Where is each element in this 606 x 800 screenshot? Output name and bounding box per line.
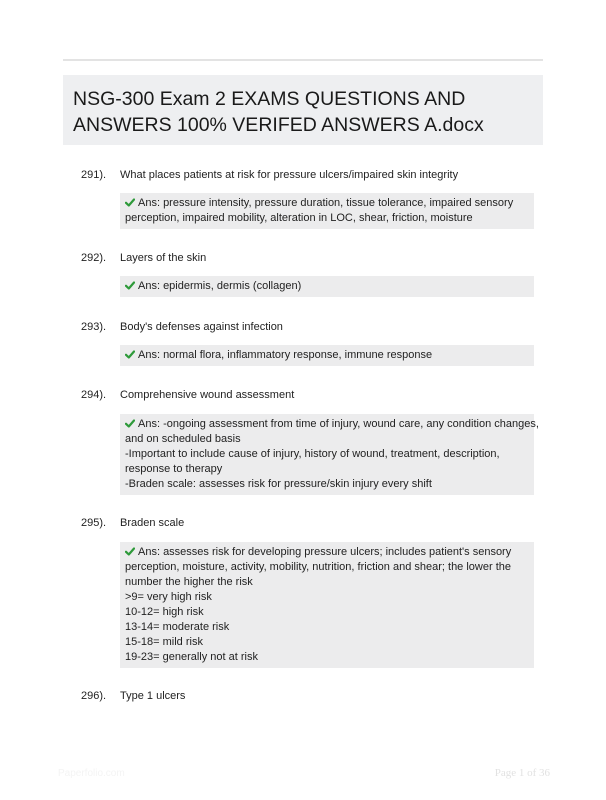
answer-box — [120, 542, 534, 668]
question-number: 294). — [81, 389, 107, 401]
answer-text: Ans: -ongoing assessment from time of injury, wound care, any condition changes, — [138, 418, 539, 430]
page-indicator: Page 1 of 36 — [494, 767, 550, 779]
answer-box — [120, 414, 539, 495]
question-number: 291). — [81, 169, 107, 181]
question-text: Type 1 ulcers — [120, 690, 186, 702]
answer-line: perception, impaired mobility, alteration in LOC, shear, friction, moisture — [125, 212, 473, 224]
answer-line: perception, moisture, activity, mobility, nutrition, friction and shear; the lower the — [125, 561, 511, 573]
answer-line: and on scheduled basis — [125, 433, 241, 445]
answer-line: response to therapy — [125, 463, 223, 475]
question-text: What places patients at risk for pressure ulcers/impaired skin integrity — [120, 169, 459, 181]
answer-line: number the higher the risk — [125, 576, 253, 588]
answer-line: >9= very high risk — [125, 591, 212, 603]
answer-text: Ans: normal flora, inflammatory response, immune response — [138, 349, 433, 361]
document-title-banner — [63, 75, 543, 145]
answer-box — [120, 193, 534, 229]
check-icon — [125, 281, 135, 290]
answer-text: Ans: pressure intensity, pressure duration, tissue tolerance, impaired sensory — [138, 197, 514, 209]
answer-line: -Important to include cause of injury, history of wound, treatment, description, — [125, 448, 500, 460]
question-text: Braden scale — [120, 517, 185, 529]
answer-line — [125, 196, 529, 211]
check-icon — [125, 198, 135, 207]
answer-line: 10-12= high risk — [125, 606, 204, 618]
answer-line: -Braden scale: assesses risk for pressure/skin injury every shift — [125, 478, 432, 490]
check-icon — [125, 547, 135, 556]
check-icon — [125, 350, 135, 359]
question-text: Comprehensive wound assessment — [120, 389, 295, 401]
answer-line — [125, 348, 529, 363]
question-text: Body's defenses against infection — [120, 321, 283, 333]
document-title-line-1: NSG-300 Exam 2 EXAMS QUESTIONS AND — [73, 88, 466, 110]
answer-box — [120, 345, 534, 366]
question-text: Layers of the skin — [120, 252, 207, 264]
question-number: 296). — [81, 690, 107, 702]
question-number: 295). — [81, 517, 107, 529]
question-number: 292). — [81, 252, 107, 264]
answer-text: Ans: epidermis, dermis (collagen) — [138, 280, 302, 292]
answer-line: 15-18= mild risk — [125, 636, 203, 648]
document-title-line-2: ANSWERS 100% VERIFED ANSWERS A.docx — [73, 114, 484, 136]
top-divider — [63, 59, 543, 61]
answer-line — [125, 545, 529, 560]
answer-line: 13-14= moderate risk — [125, 621, 230, 633]
footer-watermark: Paperfolio.com — [58, 768, 125, 779]
answer-line — [125, 417, 539, 432]
answer-box — [120, 276, 534, 297]
answer-text: Ans: assesses risk for developing pressure ulcers; includes patient's sensory — [138, 546, 512, 558]
answer-line — [125, 279, 529, 294]
question-number: 293). — [81, 321, 107, 333]
check-icon — [125, 419, 135, 428]
answer-line: 19-23= generally not at risk — [125, 651, 258, 663]
